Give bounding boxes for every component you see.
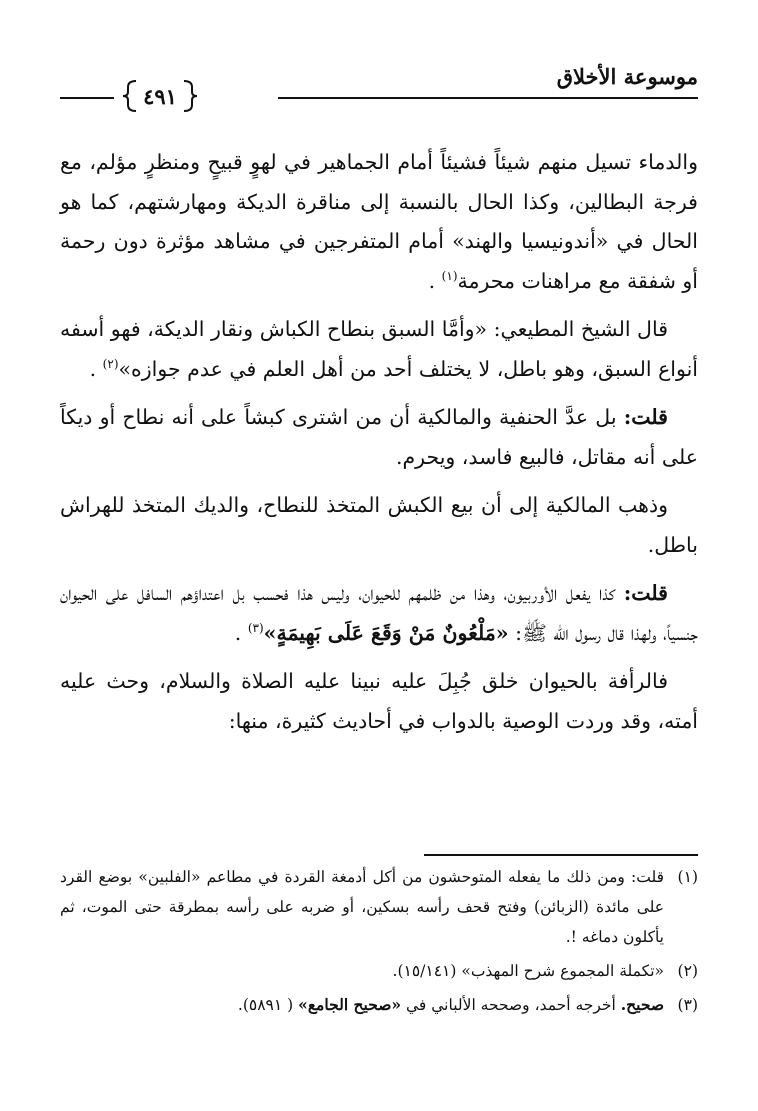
paragraph-2: قال الشيخ المطيعي: «وأمَّا السبق بنطاح الكباش ونقار الديكة، فهو أسفه أنواع السبق، وهو باطل، لا يختلف أحد من أهل العلم في عدم جوازه»$^{(٢)}$ . (60, 317, 698, 381)
footnote-number: (١) (677, 868, 698, 886)
footnotes (60, 862, 698, 1024)
paragraph-5: قلت: كذا يفعل الأوربيون، وهذا من ظلمهم للحيوان، وليس هذا فحسب بل اعتداؤهم السافل على الحيوان جنسياً، ولهذا قال رسول الله ﷺ: «مَلْعُونٌ مَنْ وَقَعَ عَلَى بَهِيمَةٍ»$^{(٣)}$ . (60, 581, 698, 645)
qult-label: قلت: (623, 581, 668, 605)
page-number: ٤٩١ (143, 84, 177, 109)
paragraph-1: والدماء تسيل منهم شيئاً فشيئاً أمام الجماهير في لهوٍ قبيحٍ ومنظرٍ مؤلم، مع فرجة البطالين، وكذا الحال بالنسبة إلى مناقرة الديكة ومهارشتهم، كما هو الحال في «أندونيسيا والهند» أمام المتفرجين في مشاهد مؤثرة دون رحمة أو شفقة مع مراهنات محرمة$^{(١)}$ . (60, 150, 698, 293)
qult-label: قلت: (623, 405, 668, 429)
page-number-badge (122, 77, 198, 115)
paragraph-4: وذهب المالكية إلى أن بيع الكبش المتخذ للنطاح، والديك المتخذ للهراش باطل. (60, 493, 698, 557)
footnote-ref-2: (٢) (102, 356, 119, 371)
hadith-quote: «مَلْعُونٌ مَنْ وَقَعَ عَلَى بَهِيمَةٍ» (263, 620, 509, 645)
footnote-ref-1: (١) (441, 268, 458, 283)
footnote-number: (٢) (677, 962, 698, 980)
footnote-separator (424, 854, 698, 856)
footnote-ref-3: (٣) (247, 620, 264, 635)
footnote-3: (٣) صحيح. أخرجه أحمد، وصححه الألباني في «صحيح الجامع» ( ٥٨٩١). (60, 990, 698, 1020)
paragraph-3: قلت: بل عدَّ الحنفية والمالكية أن من اشترى كبشاً على أنه نطاح أو ديكاً على أنه مقاتل، فالبيع فاسد، ويحرم. (60, 405, 698, 469)
page-header (60, 62, 698, 112)
main-text (60, 143, 698, 750)
footnote-2: (٢) «تكملة المجموع شرح المهذب» (١٥/١٤١). (60, 956, 698, 986)
header-rule-short (60, 97, 114, 99)
running-title: موسوعة الأخلاق (556, 64, 698, 89)
footnote-number: (٣) (677, 996, 698, 1014)
header-rule (278, 97, 698, 99)
footnote-1: (١) قلت: ومن ذلك ما يفعله المتوحشون من أكل أدمغة القردة في مطاعم «الفلبين» بوضع القرد على مائدة (الزبائن) وفتح قحف رأسه بسكين، أو ضربه على رأسه بمطرقة حتى الموت، ثم يأكلون دماغه !. (60, 862, 698, 952)
paragraph-6: فالرأفة بالحيوان خلق جُبِلَ عليه نبينا عليه الصلاة والسلام، وحث عليه أمته، وقد وردت الوصية بالدواب في أحاديث كثيرة، منها: (60, 669, 698, 733)
